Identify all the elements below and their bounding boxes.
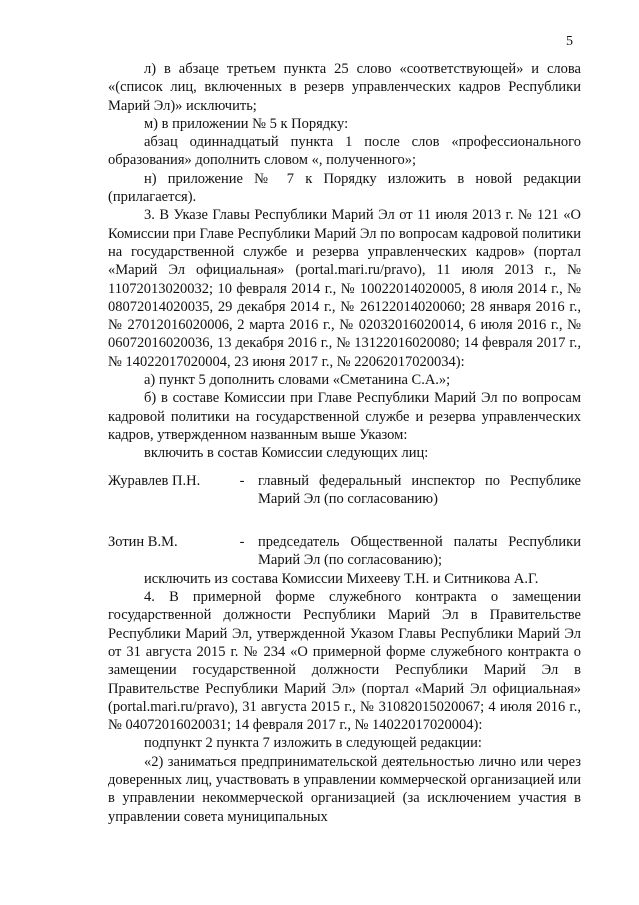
member-row [108,472,581,509]
paragraph-4-subitem: подпункт 2 пункта 7 изложить в следующей редакции: [144,735,482,752]
paragraph-l: л) в абзаце третьем пункта 25 слово «соответствующей» и слова «(список лиц, включенных в резерв управленческих кадров Республики Марий Эл)» исключить; [108,61,581,114]
member-dash: - [239,534,245,551]
page-number: 5 [566,34,573,49]
paragraph-4-quote: «2) заниматься предпринимательской деятельностью лично или через доверенных лиц, участвовать в управлении коммерческой организацией или в управлении некоммерческой организацией (за исключением участия в управлении совета муниципальных [108,753,581,825]
paragraph-3a: а) пункт 5 дополнить словами «Сметанина С.А.»; [144,372,451,389]
member-name: Зотин В.М. [108,534,178,551]
paragraph-3: 3. В Указе Главы Республики Марий Эл от 11 июля 2013 г. № 121 «О Комиссии при Главе Республики Марий Эл по вопросам кадровой политики на государственной службе и резерва управленческих кадров» (портал «Марий Эл официальная» (portal.mari.ru/pravo), 11 июля 2013 г., № 11072013020032; 10 февраля 2014 г., № 10022014020005, 8 июля 2014 г., № 08072014020035, 29 декабря 2014 г., № 26122014020060; 28 января 2016 г., № 27012016020006, 2 марта 2016 г., № 02032016020014, 6 июля 2016 г., № 06072016020036, 13 декабря 2016 г., № 13122016020080; 14 февраля 2017 г., № 14022017020004, 23 июня 2017 г., № 22062017020034): [108,207,581,370]
document-body [108,60,581,826]
paragraph-n: н) приложение № 7 к Порядку изложить в новой редакции (прилагается). [108,170,581,206]
member-role: председатель Общественной палаты Республики Марий Эл (по согласованию); [258,534,581,569]
member-role: главный федеральный инспектор по Республике Марий Эл (по согласованию) [258,472,581,507]
paragraph-3b: б) в составе Комиссии при Главе Республики Марий Эл по вопросам кадровой политики на государственной службе и резерва управленческих кадров, утвержденном названным выше Указом: [108,390,581,443]
member-dash: - [239,472,245,489]
paragraph-m: м) в приложении № 5 к Порядку: [144,115,349,132]
member-name: Журавлев П.Н. [108,472,201,489]
paragraph-exclude: исключить из состава Комиссии Михееву Т.Н. и Ситникова А.Г. [144,570,539,587]
paragraph-4: 4. В примерной форме служебного контракта о замещении государственной должности Республики Марий Эл в Правительстве Республики Марий Эл, утвержденной Указом Главы Республики Марий Эл от 31 августа 2015 г. № 234 «О примерной форме служебного контракта о замещении государственной должности Республики Марий Эл в Правительстве Республики Марий Эл» (портал «Марий Эл официальная» (portal.mari.ru/pravo), 31 августа 2015 г., № 31082015020067; 4 июля 2016 г., № 04072016020031; 14 февраля 2017 г., № 14022017020004): [108,589,581,734]
member-row [108,533,581,570]
paragraph-include: включить в состав Комиссии следующих лиц: [144,445,429,462]
paragraph-m-detail: абзац одиннадцатый пункта 1 после слов «профессионального образования» дополнить словом «, полученного»; [108,134,581,169]
